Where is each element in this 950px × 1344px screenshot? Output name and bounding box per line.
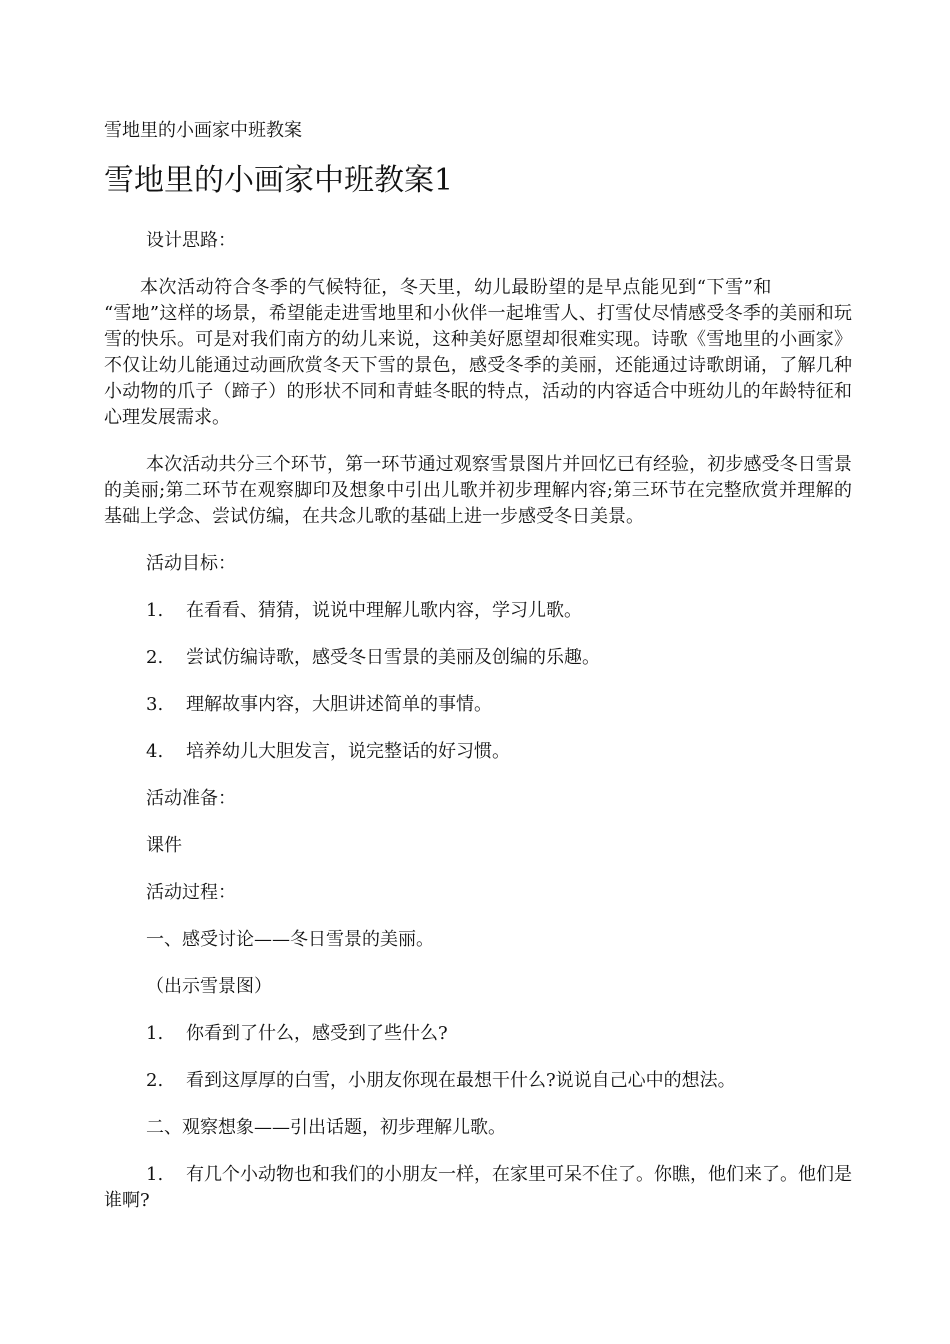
process-section-1-note: （出示雪景图） [146, 976, 272, 997]
goal-item-text: 理解故事内容，大胆讲述简单的事情。 [186, 694, 492, 715]
design-heading: 设计思路： [146, 230, 236, 251]
goal-item-3 [104, 692, 852, 718]
process-section-1-item-1 [104, 1021, 852, 1047]
goal-item-number: 1. [146, 600, 164, 621]
goal-item-text: 在看看、猜猜，说说中理解儿歌内容，学习儿歌。 [186, 600, 582, 621]
goal-item-number: 2. [146, 647, 164, 668]
goal-item-number: 3. [146, 694, 164, 715]
goal-item-number: 4. [146, 741, 164, 762]
process-item-number: 2. [146, 1070, 164, 1091]
goal-item-2 [104, 645, 852, 671]
prep-heading: 活动准备： [146, 788, 236, 809]
goal-item-4 [104, 739, 852, 765]
process-section-1-title: 一、感受讨论——冬日雪景的美丽。 [146, 929, 434, 950]
design-paragraph-1-part-2: “雪地”这样的场景，希望能走进雪地里和小伙伴一起堆雪人、打雪仗尽情感受冬季的美丽和玩雪的快乐。可是对我们南方的幼儿来说，这种美好愿望却很难实现。诗歌《雪地里的小画家》不仅让幼儿能通过动画欣赏冬天下雪的景色，感受冬季的美丽，还能通过诗歌朗诵，了解几种小动物的爪子（蹄子）的形状不同和青蛙冬眠的特点，活动的内容适合中班幼儿的年龄特征和心理发展需求。 [104, 303, 852, 428]
process-section-2-title: 二、观察想象——引出话题，初步理解儿歌。 [146, 1117, 506, 1138]
design-paragraph-2: 本次活动共分三个环节，第一环节通过观察雪景图片并回忆已有经验，初步感受冬日雪景的美丽;第二环节在观察脚印及想象中引出儿歌并初步理解内容;第三环节在完整欣赏并理解的基础上学念、尝试仿编，在共念儿歌的基础上进一步感受冬日美景。 [104, 454, 852, 527]
document-title: 雪地里的小画家中班教案1 [104, 163, 454, 198]
process-heading: 活动过程： [146, 882, 236, 903]
process-item-number: 1. [146, 1023, 164, 1044]
goal-item-1 [104, 598, 852, 624]
document-body [104, 228, 852, 1235]
process-item-text: 你看到了什么，感受到了些什么? [186, 1023, 448, 1044]
process-item-text: 有几个小动物也和我们的小朋友一样，在家里可呆不住了。你瞧，他们来了。他们是谁啊? [104, 1164, 852, 1211]
document-header: 雪地里的小画家中班教案 [104, 120, 302, 141]
goal-item-text: 尝试仿编诗歌，感受冬日雪景的美丽及创编的乐趣。 [186, 647, 600, 668]
process-section-1-item-2 [104, 1068, 852, 1094]
goal-item-text: 培养幼儿大胆发言，说完整话的好习惯。 [186, 741, 510, 762]
prep-content: 课件 [146, 835, 182, 856]
process-section-2-item-1 [104, 1162, 852, 1214]
design-paragraph-1-part-1: 本次活动符合冬季的气候特征，冬天里，幼儿最盼望的是早点能见到“下雪”和 [140, 277, 772, 298]
design-paragraph-1 [104, 275, 852, 431]
process-item-number: 1. [146, 1164, 164, 1185]
process-item-text: 看到这厚厚的白雪，小朋友你现在最想干什么?说说自己心中的想法。 [186, 1070, 736, 1091]
goals-heading: 活动目标： [146, 553, 236, 574]
